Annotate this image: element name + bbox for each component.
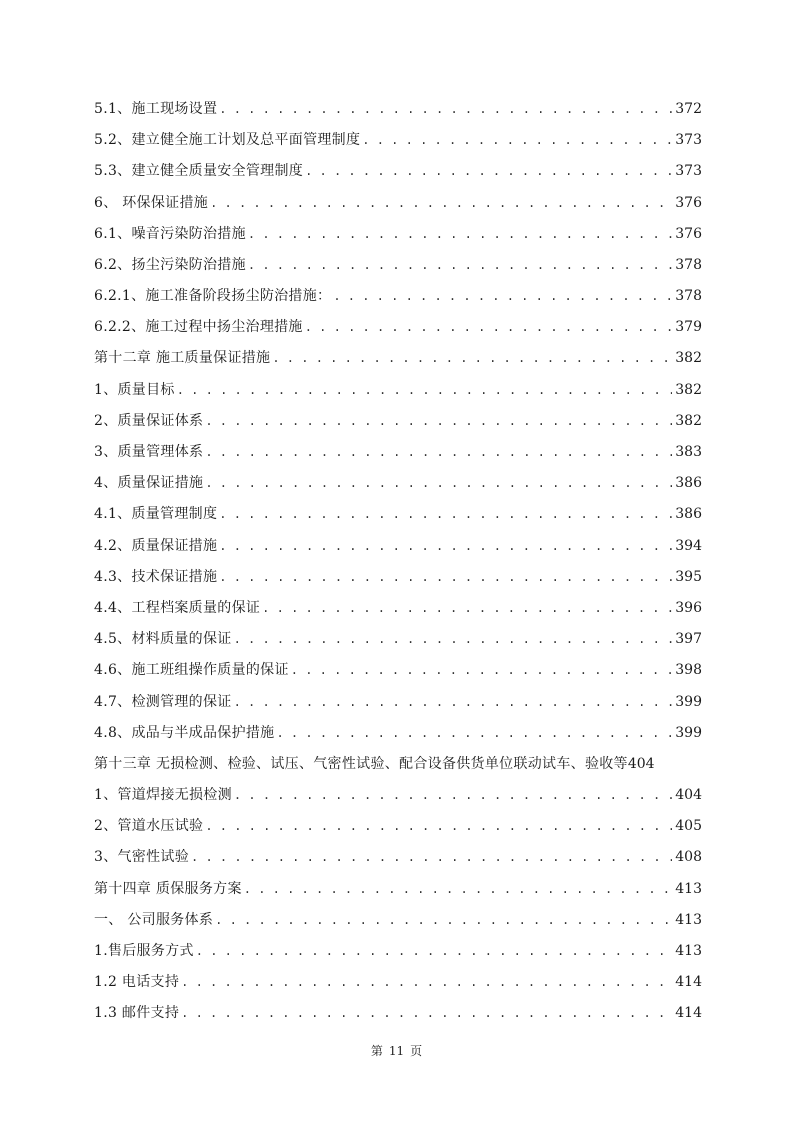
toc-entry[interactable] bbox=[94, 188, 702, 219]
toc-entry-page: 373 bbox=[675, 163, 702, 180]
toc-entry[interactable] bbox=[94, 375, 702, 406]
toc-entry-title: 6.1、噪音污染防治措施 bbox=[94, 225, 246, 242]
toc-entry-page: 394 bbox=[675, 537, 702, 554]
toc-entry-title: 6.2.1、施工准备阶段扬尘防治措施： bbox=[94, 288, 332, 305]
toc-dot-leader bbox=[246, 219, 672, 250]
toc-entry[interactable] bbox=[94, 905, 702, 936]
toc-entry[interactable] bbox=[94, 437, 702, 468]
toc-dot-leader bbox=[179, 967, 672, 998]
toc-entry[interactable] bbox=[94, 219, 702, 250]
toc-entry-page: 383 bbox=[675, 444, 702, 461]
toc-dot-leader bbox=[232, 624, 672, 655]
toc-entry-page: 405 bbox=[675, 818, 702, 835]
toc-entry-page: 408 bbox=[675, 849, 702, 866]
toc-entry-page: 414 bbox=[675, 974, 702, 991]
toc-entry-title: 4.8、成品与半成品保护措施 bbox=[94, 724, 275, 741]
toc-entry[interactable] bbox=[94, 718, 702, 749]
toc-dot-leader bbox=[303, 312, 672, 343]
toc-entry-page: 376 bbox=[675, 225, 702, 242]
toc-dot-leader bbox=[217, 531, 672, 562]
toc-dot-leader bbox=[232, 780, 672, 811]
toc-entry-title: 5.2、建立健全施工计划及总平面管理制度 bbox=[94, 132, 361, 149]
toc-entry[interactable] bbox=[94, 843, 702, 874]
toc-entry-title: 1.2 电话支持 bbox=[94, 974, 180, 991]
toc-dot-leader bbox=[208, 188, 672, 219]
toc-entry-page: 372 bbox=[675, 100, 702, 117]
toc-dot-leader bbox=[232, 687, 672, 718]
toc-entry-title: 4.5、材料质量的保证 bbox=[94, 631, 232, 648]
toc-entry-page: 378 bbox=[675, 256, 702, 273]
toc-entry-title: 4、质量保证措施 bbox=[94, 475, 204, 492]
toc-entry-page: 386 bbox=[675, 475, 702, 492]
toc-entry-title: 4.2、质量保证措施 bbox=[94, 537, 218, 554]
footer-suffix: 页 bbox=[410, 1044, 423, 1058]
toc-entry[interactable] bbox=[94, 312, 702, 343]
toc-entry-title: 第十三章 无损检测、检验、试压、气密性试验、配合设备供货单位联动试车、验收等 bbox=[94, 755, 628, 772]
toc-entry-title: 4.7、检测管理的保证 bbox=[94, 693, 232, 710]
toc-dot-leader bbox=[242, 874, 672, 905]
toc-entry[interactable] bbox=[94, 624, 702, 655]
toc-entry-page: 399 bbox=[675, 724, 702, 741]
toc-dot-leader bbox=[270, 343, 672, 374]
toc-entry-title: 第十四章 质保服务方案 bbox=[94, 880, 242, 897]
toc-entry-title: 4.3、技术保证措施 bbox=[94, 568, 218, 585]
toc-entry-title: 第十二章 施工质量保证措施 bbox=[94, 350, 271, 367]
toc-entry-page: 395 bbox=[675, 568, 702, 585]
toc-entry-title: 4.1、质量管理制度 bbox=[94, 506, 218, 523]
toc-entry[interactable] bbox=[94, 250, 702, 281]
toc-entry-page: 376 bbox=[675, 194, 702, 211]
toc-entry-page: 382 bbox=[675, 381, 702, 398]
toc-entry-page: 379 bbox=[675, 319, 702, 336]
toc-entry[interactable] bbox=[94, 531, 702, 562]
toc-entry-page: 414 bbox=[675, 1005, 702, 1022]
footer-prefix: 第 bbox=[370, 1044, 383, 1058]
toc-entry-title: 6.2、扬尘污染防治措施 bbox=[94, 256, 246, 273]
toc-entry-page: 373 bbox=[675, 132, 702, 149]
toc-dot-leader bbox=[360, 125, 672, 156]
toc-entry-title: 1.3 邮件支持 bbox=[94, 1005, 180, 1022]
toc-entry-title: 4.6、施工班组操作质量的保证 bbox=[94, 662, 289, 679]
toc-dot-leader bbox=[194, 936, 672, 967]
toc-entry[interactable] bbox=[94, 811, 702, 842]
toc-entry-title: 一、 公司服务体系 bbox=[94, 911, 214, 928]
toc-entry[interactable] bbox=[94, 281, 702, 312]
page-footer bbox=[0, 1042, 793, 1059]
toc-entry[interactable] bbox=[94, 344, 702, 375]
toc-entry-title: 2、质量保证体系 bbox=[94, 412, 204, 429]
toc-entry[interactable] bbox=[94, 562, 702, 593]
table-of-contents bbox=[94, 94, 702, 1030]
toc-dot-leader bbox=[260, 593, 672, 624]
toc-dot-leader bbox=[331, 281, 672, 312]
toc-entry-title: 4.4、工程档案质量的保证 bbox=[94, 599, 261, 616]
toc-entry[interactable] bbox=[94, 936, 702, 967]
toc-dot-leader bbox=[217, 562, 672, 593]
toc-entry-page: 413 bbox=[675, 911, 702, 928]
toc-entry[interactable] bbox=[94, 749, 702, 780]
toc-entry[interactable] bbox=[94, 687, 702, 718]
toc-entry-page: 397 bbox=[675, 631, 702, 648]
toc-entry-page: 382 bbox=[675, 412, 702, 429]
toc-dot-leader bbox=[213, 905, 672, 936]
toc-entry[interactable] bbox=[94, 874, 702, 905]
toc-entry[interactable] bbox=[94, 94, 702, 125]
toc-entry-page: 396 bbox=[675, 599, 702, 616]
toc-entry-title: 6、 环保保证措施 bbox=[94, 194, 209, 211]
toc-dot-leader bbox=[189, 842, 672, 873]
toc-entry[interactable] bbox=[94, 967, 702, 998]
toc-entry[interactable] bbox=[94, 499, 702, 530]
toc-dot-leader bbox=[203, 437, 672, 468]
toc-entry-title: 5.1、施工现场设置 bbox=[94, 100, 218, 117]
toc-entry[interactable] bbox=[94, 655, 702, 686]
toc-entry-page: 413 bbox=[675, 880, 702, 897]
toc-dot-leader bbox=[289, 655, 672, 686]
toc-entry-title: 1.售后服务方式 bbox=[94, 943, 194, 960]
toc-entry-page: 399 bbox=[675, 693, 702, 710]
footer-page-number: 11 bbox=[388, 1044, 405, 1058]
toc-entry[interactable] bbox=[94, 780, 702, 811]
toc-entry[interactable] bbox=[94, 593, 702, 624]
toc-entry[interactable] bbox=[94, 406, 702, 437]
toc-dot-leader bbox=[203, 811, 672, 842]
toc-entry[interactable] bbox=[94, 998, 702, 1029]
toc-entry-page: 398 bbox=[675, 662, 702, 679]
toc-entry[interactable] bbox=[94, 468, 702, 499]
toc-entry-page: 404 bbox=[675, 787, 702, 804]
toc-dot-leader bbox=[179, 998, 672, 1029]
toc-dot-leader bbox=[303, 156, 672, 187]
toc-dot-leader bbox=[217, 94, 672, 125]
toc-entry-title: 3、质量管理体系 bbox=[94, 444, 204, 461]
toc-dot-leader bbox=[203, 468, 672, 499]
toc-dot-leader bbox=[246, 250, 672, 281]
toc-dot-leader bbox=[203, 406, 672, 437]
toc-entry-page: 378 bbox=[675, 288, 702, 305]
toc-entry-title: 3、气密性试验 bbox=[94, 849, 190, 866]
toc-dot-leader bbox=[217, 499, 672, 530]
toc-dot-leader bbox=[274, 718, 672, 749]
toc-entry-page: 382 bbox=[675, 350, 702, 367]
toc-entry-title: 5.3、建立健全质量安全管理制度 bbox=[94, 163, 304, 180]
toc-dot-leader bbox=[175, 375, 672, 406]
toc-entry-title: 2、管道水压试验 bbox=[94, 818, 204, 835]
toc-entry[interactable] bbox=[94, 156, 702, 187]
toc-entry-page: 404 bbox=[627, 755, 655, 772]
toc-entry-title: 1、管道焊接无损检测 bbox=[94, 787, 232, 804]
toc-entry-title: 6.2.2、施工过程中扬尘治理措施 bbox=[94, 319, 303, 336]
toc-entry-page: 413 bbox=[675, 943, 702, 960]
toc-entry-title: 1、质量目标 bbox=[94, 381, 175, 398]
toc-entry-page: 386 bbox=[675, 506, 702, 523]
toc-entry[interactable] bbox=[94, 125, 702, 156]
